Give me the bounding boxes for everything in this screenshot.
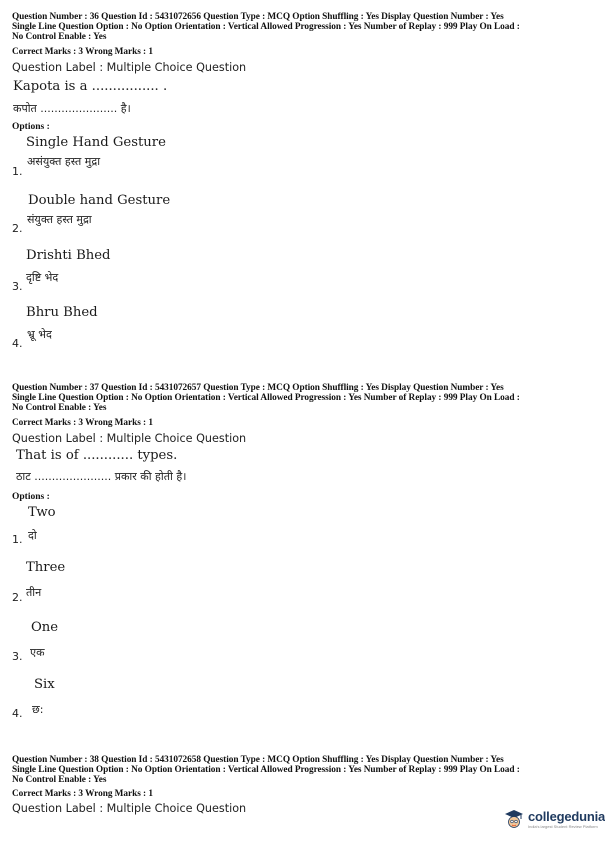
option-text-english: Three bbox=[26, 560, 66, 575]
option-text-english: One bbox=[31, 620, 59, 635]
option-text-hindi: तीन bbox=[26, 586, 42, 599]
option-text-hindi: एक bbox=[30, 646, 45, 659]
question-meta-line3: No Control Enable : Yes bbox=[12, 775, 107, 785]
question-marks: Correct Marks : 3 Wrong Marks : 1 bbox=[12, 418, 153, 428]
option-number: 1. bbox=[12, 533, 23, 546]
option-number: 4. bbox=[12, 707, 23, 720]
option-number: 3. bbox=[12, 280, 23, 293]
options-heading: Options : bbox=[12, 122, 50, 132]
question-meta-line2: Single Line Question Option : No Option Orientation : Vertical Allowed Progression : Yes Number of Replay : 999 Play On Load : bbox=[12, 393, 520, 403]
question-marks: Correct Marks : 3 Wrong Marks : 1 bbox=[12, 789, 153, 799]
question-text-hindi: ठाट ...................... प्रकार की होती है। bbox=[16, 470, 187, 483]
logo-tagline: India's largest Student Review Platform bbox=[528, 824, 598, 829]
graduate-mascot-icon bbox=[503, 808, 525, 830]
option-number: 4. bbox=[12, 337, 23, 350]
question-marks: Correct Marks : 3 Wrong Marks : 1 bbox=[12, 47, 153, 57]
question-meta-line3: No Control Enable : Yes bbox=[12, 32, 107, 42]
question-label: Question Label : Multiple Choice Question bbox=[12, 802, 247, 815]
question-label: Question Label : Multiple Choice Question bbox=[12, 432, 247, 445]
question-label: Question Label : Multiple Choice Question bbox=[12, 61, 247, 74]
option-text-english: Single Hand Gesture bbox=[26, 135, 166, 150]
question-meta-line3: No Control Enable : Yes bbox=[12, 403, 107, 413]
option-number: 2. bbox=[12, 222, 23, 235]
option-text-hindi: छ: bbox=[32, 703, 44, 716]
question-meta-line2: Single Line Question Option : No Option Orientation : Vertical Allowed Progression : Yes Number of Replay : 999 Play On Load : bbox=[12, 22, 520, 32]
option-text-english: Drishti Bhed bbox=[26, 248, 111, 263]
option-number: 3. bbox=[12, 650, 23, 663]
option-text-hindi: संयुक्त हस्त मुद्रा bbox=[27, 213, 92, 226]
logo-wordmark: collegedunia bbox=[528, 809, 605, 824]
question-meta-line2: Single Line Question Option : No Option Orientation : Vertical Allowed Progression : Yes Number of Replay : 999 Play On Load : bbox=[12, 765, 520, 775]
question-text-english: That is of ............ types. bbox=[16, 448, 178, 463]
option-text-english: Double hand Gesture bbox=[28, 193, 171, 208]
question-meta-line1: Question Number : 38 Question Id : 5431072658 Question Type : MCQ Option Shuffling : Yes Display Question Number : Yes bbox=[12, 755, 504, 765]
collegedunia-logo bbox=[503, 808, 605, 830]
option-number: 1. bbox=[12, 165, 23, 178]
option-text-hindi: भ्रू भेद bbox=[27, 328, 52, 341]
question-text-english: Kapota is a ................ . bbox=[13, 79, 168, 94]
question-meta-line1: Question Number : 37 Question Id : 5431072657 Question Type : MCQ Option Shuffling : Yes Display Question Number : Yes bbox=[12, 383, 504, 393]
question-text-hindi: कपोत ...................... है। bbox=[13, 102, 131, 115]
option-text-hindi: असंयुक्त हस्त मुद्रा bbox=[27, 155, 101, 168]
option-text-english: Six bbox=[34, 677, 55, 692]
option-text-english: Bhru Bhed bbox=[26, 305, 98, 320]
question-meta-line1: Question Number : 36 Question Id : 5431072656 Question Type : MCQ Option Shuffling : Yes Display Question Number : Yes bbox=[12, 12, 504, 22]
option-text-english: Two bbox=[28, 505, 56, 520]
option-text-hindi: दो bbox=[28, 529, 37, 542]
option-number: 2. bbox=[12, 591, 23, 604]
options-heading: Options : bbox=[12, 492, 50, 502]
option-text-hindi: दृष्टि भेद bbox=[26, 271, 59, 284]
